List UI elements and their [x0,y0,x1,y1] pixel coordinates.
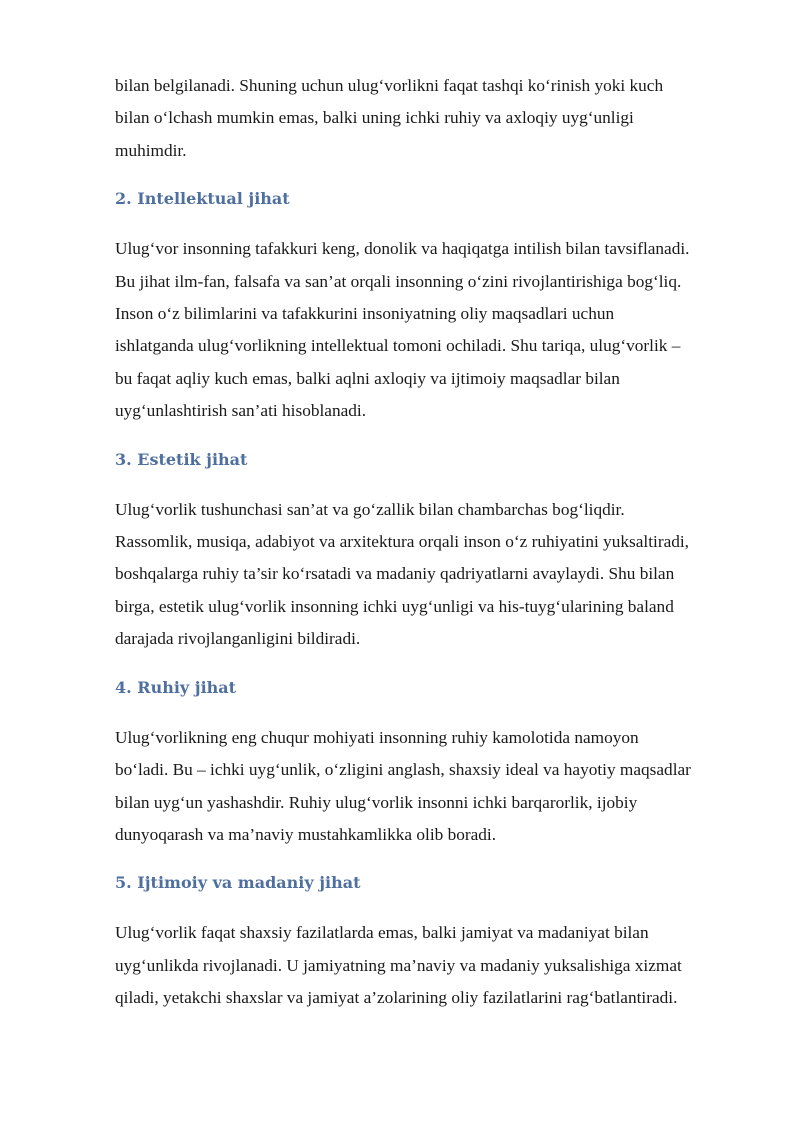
text-line: Bu jihat ilm-fan, falsafa va san’at orqali insonning o‘zini rivojlantirishiga bog‘liq. [115,271,682,291]
text-line: Ulug‘vorlik faqat shaxsiy fazilatlarda emas, balki jamiyat va madaniyat bilan [115,923,649,943]
paragraph-estetik [115,494,755,656]
section-heading-ijtimoiy: 5. Ijtimoiy va madaniy jihat [115,873,361,893]
text-line: uyg‘unlashtirish san’ati hisoblanadi. [115,401,367,421]
text-line: Ulug‘vor insonning tafakkuri keng, donolik va haqiqatga intilish bilan tavsiflanadi. [115,239,690,259]
paragraph-ruhiy [115,722,755,852]
text-line: ishlatganda ulug‘vorlikning intellektual tomoni ochiladi. Shu tariqa, ulug‘vorlik – [115,336,681,356]
text-line: muhimdir. [115,140,187,160]
text-line: bilan belgilanadi. Shuning uchun ulug‘vorlikni faqat tashqi ko‘rinish yoki kuch [115,76,664,95]
section-heading-intellektual: 2. Intellektual jihat [115,189,290,209]
section-heading-ruhiy: 4. Ruhiy jihat [115,677,237,697]
text-line: dunyoqarash va ma’naviy mustahkamlikka olib boradi. [115,824,497,844]
text-line: bo‘ladi. Bu – ichki uyg‘unlik, o‘zligini anglash, shaxsiy ideal va hayotiy maqsadlar [115,760,691,780]
paragraph-intro [115,70,755,167]
text-line: qiladi, yetakchi shaxslar va jamiyat a’zolarining oliy fazilatlarini rag‘batlantiradi. [115,988,678,1008]
text-line: Ulug‘vorlikning eng chuqur mohiyati insonning ruhiy kamolotida namoyon [115,727,639,747]
text-line: boshqalarga ruhiy ta’sir ko‘rsatadi va madaniy qadriyatlarni avaylaydi. Shu bilan [115,564,675,584]
text-line: bilan o‘lchash mumkin emas, balki uning ichki ruhiy va axloqiy uyg‘unligi [115,108,634,128]
paragraph-ijtimoiy [115,917,755,1014]
paragraph-intellektual [115,233,755,427]
text-line: darajada rivojlanganligini bildiradi. [115,629,361,649]
text-line: bilan uyg‘un yashashdir. Ruhiy ulug‘vorlik insonni ichki barqarorlik, ijobiy [115,792,638,812]
text-line: uyg‘unlikda rivojlanadi. U jamiyatning ma’naviy va madaniy yuksalishiga xizmat [115,955,682,975]
text-line: Ulug‘vorlik tushunchasi san’at va go‘zallik bilan chambarchas bog‘liqdir. [115,499,625,519]
text-line: Rassomlik, musiqa, adabiyot va arxitektura orqali inson o‘z ruhiyatini yuksaltiradi, [115,532,690,552]
text-line: Inson o‘z bilimlarini va tafakkurini insoniyatning oliy maqsadlari uchun [115,304,615,324]
section-heading-estetik: 3. Estetik jihat [115,449,248,469]
text-line: bu faqat aqliy kuch emas, balki aqlni axloqiy va ijtimoiy maqsadlar bilan [115,368,620,388]
text-line: birga, estetik ulug‘vorlik insonning ichki uyg‘unligi va his-tuyg‘ularining baland [115,596,674,616]
document-page [115,70,755,1015]
